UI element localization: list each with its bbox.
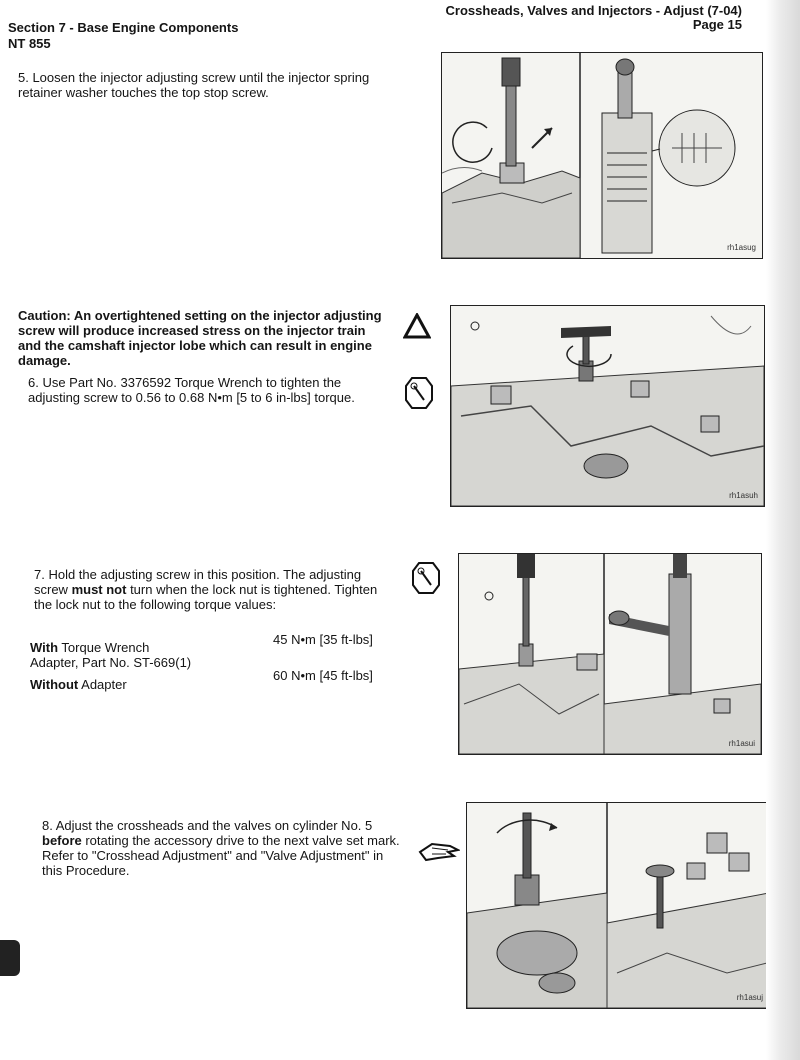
- torque-row-without-adapter: Without Adapter: [30, 677, 127, 692]
- figure-step-8: [466, 802, 770, 1009]
- torque-wrench-icon: [404, 376, 434, 415]
- figure-code: rh1asuh: [729, 491, 758, 500]
- figure-code: rh1asui: [728, 739, 755, 748]
- step-8-text: 8. Adjust the crossheads and the valves on cylinder No. 5 before rotating the accessory drive to the next valve set mark. Refer to "Crosshead Adjustment" and "Valve Adjustment" in this Procedure.: [42, 818, 400, 878]
- figure-code: rh1asug: [727, 243, 756, 252]
- scan-edge-shadow: [766, 0, 800, 1060]
- procedure-title: Crossheads, Valves and Injectors - Adjust (7-04): [445, 3, 742, 18]
- page-header: [446, 4, 742, 32]
- figure-code: rh1asuj: [736, 993, 763, 1002]
- caution-text: Caution: An overtightened setting on the injector adjusting screw will produce increased stress on the injector train and the camshaft injector lobe which can result in engine damage.: [18, 308, 382, 368]
- torque-wrench-icon: [411, 561, 441, 600]
- figure-step-6: [450, 305, 765, 507]
- figure-step-7: [458, 553, 762, 755]
- engine-model: NT 855: [8, 36, 51, 51]
- step-7-text: 7. Hold the adjusting screw in this position. The adjusting screw must not turn when the lock nut is tightened. Tighten the lock nut to the following torque values:: [34, 567, 378, 612]
- step-5-text: 5. Loosen the injector adjusting screw until the injector spring retainer washer touches the top stop screw.: [18, 70, 370, 100]
- warning-triangle-icon: [403, 313, 431, 344]
- torque-row-with-adapter: With Torque Wrench Adapter, Part No. ST-669(1): [30, 640, 192, 670]
- section-header: [8, 20, 238, 52]
- hand-pointer-icon: [418, 838, 460, 869]
- step-6-text: 6. Use Part No. 3376592 Torque Wrench to tighten the adjusting screw to 0.56 to 0.68 N•m [5 to 6 in-lbs] torque.: [28, 375, 355, 405]
- torque-value-without-adapter: 60 N•m [45 ft-lbs]: [273, 668, 373, 683]
- binding-hole-mark: [0, 940, 20, 976]
- page-number: Page 15: [692, 17, 742, 32]
- torque-value-with-adapter: 45 N•m [35 ft-lbs]: [273, 632, 373, 647]
- section-title: Section 7 - Base Engine Components: [8, 20, 239, 35]
- figure-step-5: [441, 52, 763, 259]
